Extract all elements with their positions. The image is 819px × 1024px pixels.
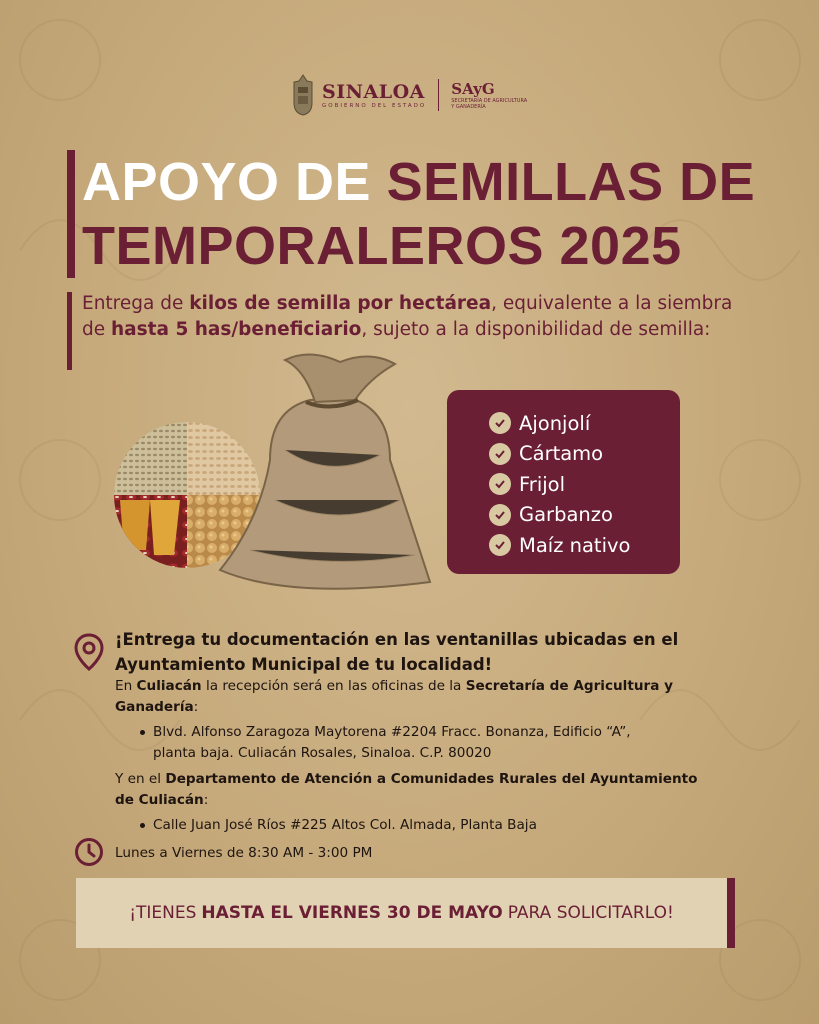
seed-label: Garbanzo: [519, 503, 613, 527]
list-item: [489, 439, 680, 470]
p1-text-3: :: [193, 699, 199, 715]
list-item: [489, 408, 680, 439]
page-title: [82, 150, 782, 278]
banner-text-2: PARA SOLICITARLO!: [507, 903, 674, 923]
intro-text-2: , equivalente a la siembra de: [82, 293, 733, 340]
seed-label: Cártamo: [519, 442, 604, 466]
check-circle-icon: [489, 443, 511, 465]
p1-text-2: la recepción será en las oficinas de la: [205, 678, 462, 694]
check-circle-icon: [489, 504, 511, 526]
state-shield-icon: [290, 73, 316, 117]
culiacan-paragraph: [115, 676, 755, 718]
seed-list: [447, 390, 680, 574]
location-pin-icon: [73, 632, 105, 672]
title-part-1: APOYO DE: [82, 152, 372, 212]
p1-bold-2: Secretaría de Agricultura y: [465, 678, 673, 694]
bullet-dot: [140, 823, 145, 828]
title-line-2: TEMPORALEROS 2025: [82, 216, 682, 276]
p1-text-1: En: [115, 678, 133, 694]
sinaloa-logo: [322, 81, 426, 109]
info-heading-line-1: ¡Entrega tu documentación en las ventanillas ubicadas en el: [115, 630, 679, 649]
seed-sack-illustration: [110, 350, 450, 610]
sayg-logo: [451, 80, 527, 110]
list-item: [489, 500, 680, 531]
check-circle-icon: [489, 412, 511, 434]
clock-icon: [74, 837, 104, 867]
logo-divider: [438, 79, 439, 111]
address-2: Calle Juan José Ríos #225 Altos Col. Almada, Planta Baja: [153, 817, 537, 833]
p1-bold-3: Ganadería: [115, 699, 194, 715]
sayg-subtitle-1: SECRETARÍA DE AGRICULTURA: [451, 98, 528, 104]
intro-bold-2: hasta 5 has/beneficiario: [111, 319, 362, 340]
logo-title: SINALOA: [322, 81, 425, 103]
banner-text-1: ¡TIENES: [129, 903, 197, 923]
sayg-subtitle-2: Y GANADERÍA: [451, 104, 486, 110]
list-item: [489, 530, 680, 561]
p2-text-1: Y en el: [115, 771, 162, 787]
list-item: [489, 469, 680, 500]
p1-bold-1: Culiacán: [136, 678, 202, 694]
p2-text-2: :: [203, 792, 209, 808]
check-circle-icon: [489, 534, 511, 556]
check-circle-icon: [489, 473, 511, 495]
intro-accent-bar: [67, 292, 72, 370]
banner-accent-bar: [727, 878, 735, 948]
seed-label: Ajonjolí: [519, 411, 591, 435]
address-1: [153, 722, 753, 764]
deadline-text: [76, 878, 727, 948]
info-heading-line-2: Ayuntamiento Municipal de tu localidad!: [115, 655, 493, 674]
title-part-2: SEMILLAS DE: [386, 152, 756, 212]
banner-bold: HASTA EL VIERNES 30 DE MAYO: [201, 903, 503, 923]
header-logos: [290, 70, 527, 120]
department-paragraph: [115, 769, 755, 811]
office-hours: Lunes a Viernes de 8:30 AM - 3:00 PM: [115, 845, 373, 861]
p2-bold-2: de Culiacán: [115, 792, 204, 808]
title-accent-bar: [67, 150, 75, 278]
p2-bold-1: Departamento de Atención a Comunidades Rurales del Ayuntamiento: [165, 771, 698, 787]
sayg-title: SAyG: [451, 80, 495, 98]
seed-label: Maíz nativo: [519, 533, 631, 557]
intro-bold-1: kilos de semilla por hectárea: [189, 293, 492, 314]
intro-text-1: Entrega de: [82, 293, 184, 314]
logo-subtitle: GOBIERNO DEL ESTADO: [322, 103, 427, 109]
seed-label: Frijol: [519, 472, 565, 496]
info-heading: [115, 627, 755, 677]
intro-text-3: , sujeto a la disponibilidad de semilla:: [361, 319, 711, 340]
intro-paragraph: [82, 291, 742, 343]
address-1-line-1: Blvd. Alfonso Zaragoza Maytorena #2204 Fracc. Bonanza, Edificio “A”,: [153, 724, 631, 740]
bullet-dot: [140, 730, 145, 735]
address-1-line-2: planta baja. Culiacán Rosales, Sinaloa. C.P. 80020: [153, 745, 492, 761]
